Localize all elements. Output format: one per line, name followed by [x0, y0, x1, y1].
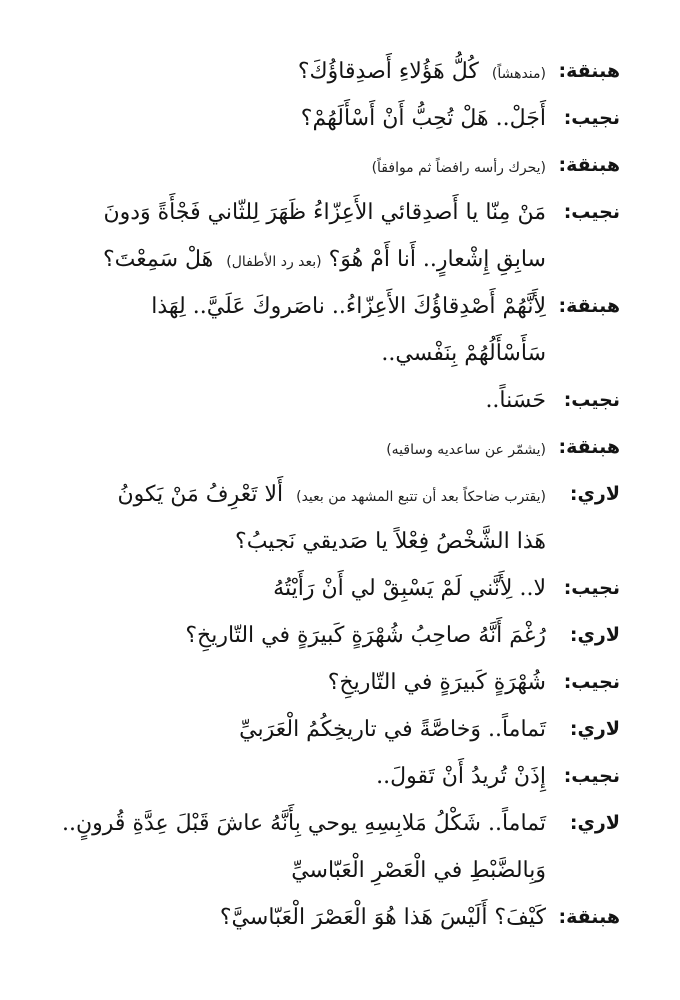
- speaker-name: لاري:: [569, 624, 620, 646]
- script-line: [56, 142, 620, 189]
- speaker-name: هبنقة:: [558, 436, 620, 458]
- speaker-name: لاري:: [569, 812, 620, 834]
- stage-direction: (يشمّر عن ساعديه وساقيه): [386, 442, 546, 458]
- stage-direction: (يقترب ضاحكاً بعد أن تتبع المشهد من بعيد): [296, 489, 546, 505]
- script-line: [56, 95, 620, 142]
- speaker-name: نجيب:: [563, 107, 620, 129]
- dialogue-text: [56, 142, 546, 192]
- speaker-name: هبنقة:: [558, 60, 620, 82]
- stage-direction: (مندهشاً): [491, 66, 546, 82]
- dialogue-text: لا.. لِأَنَّني لَمْ يَسْبِقْ لي أَنْ رَأَيْتُهُ: [273, 576, 546, 601]
- script-line: [56, 283, 620, 330]
- dialogue-text: [56, 424, 546, 474]
- script-line: [56, 424, 620, 471]
- dialogue-text: رُغْمَ أَنَّهُ صاحِبُ شُهْرَةٍ كَبيرَةٍ في التّاريخِ؟: [185, 623, 546, 648]
- speaker-name: لاري:: [569, 718, 620, 740]
- dialogue-text: أَجَلْ.. هَلْ تُحِبُّ أَنْ أَسْأَلَهُمْ؟: [300, 106, 546, 131]
- script-line: [56, 753, 620, 800]
- script-line-continuation: [56, 518, 620, 565]
- dialogue-text: وَبِالضَّبْطِ في الْعَصْرِ الْعَبّاسيِّ: [291, 858, 546, 883]
- dialogue-text: كَيْفَ؟ أَلَيْسَ هَذا هُوَ الْعَصْرَ الْعَبّاسيَّ؟: [219, 905, 546, 930]
- script-line: [56, 706, 620, 753]
- dialogue-text: إِذَنْ تُريدُ أَنْ تَقولَ..: [376, 764, 546, 789]
- script-line-continuation: [56, 236, 620, 283]
- dialogue-text: [56, 471, 546, 521]
- speaker-name: هبنقة:: [558, 154, 620, 176]
- dialogue-text: تَماماً.. وَخاصَّةً في تاريخِكُمُ الْعَرَبيِّ: [239, 717, 546, 742]
- dialogue-text: [56, 48, 546, 98]
- dialogue-text: سَأَسْأَلُهُمْ بِنَفْسي..: [381, 341, 546, 366]
- script-line: [56, 565, 620, 612]
- speaker-name: هبنقة:: [558, 295, 620, 317]
- script-line-continuation: [56, 847, 620, 894]
- speaker-name: نجيب:: [563, 389, 620, 411]
- dialogue-words: كُلُّ هَؤُلاءِ أَصدِقاؤُكَ؟: [297, 59, 479, 84]
- dialogue-text: شُهْرَةٍ كَبيرَةٍ في التّاريخِ؟: [327, 670, 546, 695]
- script-page: [56, 48, 620, 941]
- dialogue-text: هَذا الشَّخْصُ فِعْلاً يا صَديقي نَجيبُ؟: [235, 529, 546, 554]
- speaker-name: نجيب:: [563, 577, 620, 599]
- dialogue-text: تَماماً.. شَكْلُ مَلابِسِهِ يوحي بِأَنَّهُ عاشَ قَبْلَ عِدَّةِ قُرونٍ..: [62, 811, 546, 836]
- script-line: [56, 612, 620, 659]
- dialogue-text: مَنْ مِنّا يا أَصدِقائي الأَعِزّاءُ ظَهَرَ لِلثّاني فَجْأَةً وَدونَ: [103, 200, 546, 225]
- script-line: [56, 659, 620, 706]
- dialogue-words: أَلا تَعْرِفُ مَنْ يَكونُ: [117, 482, 284, 507]
- dialogue-words: سابِقِ إِشْعارٍ.. أَنا أَمْ هُوَ؟: [328, 247, 546, 272]
- dialogue-text: لِأَنَّهُمْ أَصْدِقاؤُكَ الأَعِزّاءُ.. ناصَروكَ عَلَيَّ.. لِهَذا: [151, 294, 546, 319]
- dialogue-words: هَلْ سَمِعْتَ؟: [102, 247, 214, 272]
- stage-direction: (يحرك رأسه رافضاً ثم موافقاً): [371, 160, 546, 176]
- script-line: [56, 894, 620, 941]
- speaker-name: لاري:: [569, 483, 620, 505]
- script-line: [56, 189, 620, 236]
- speaker-name: نجيب:: [563, 201, 620, 223]
- speaker-name: نجيب:: [563, 765, 620, 787]
- dialogue-text: حَسَناً..: [485, 388, 546, 413]
- script-line: [56, 377, 620, 424]
- speaker-name: هبنقة:: [558, 906, 620, 928]
- dialogue-text: [56, 236, 546, 286]
- script-line: [56, 800, 620, 847]
- script-line: [56, 471, 620, 518]
- speaker-name: نجيب:: [563, 671, 620, 693]
- script-line-continuation: [56, 330, 620, 377]
- script-line: [56, 48, 620, 95]
- stage-direction: (بعد رد الأطفال): [226, 254, 322, 270]
